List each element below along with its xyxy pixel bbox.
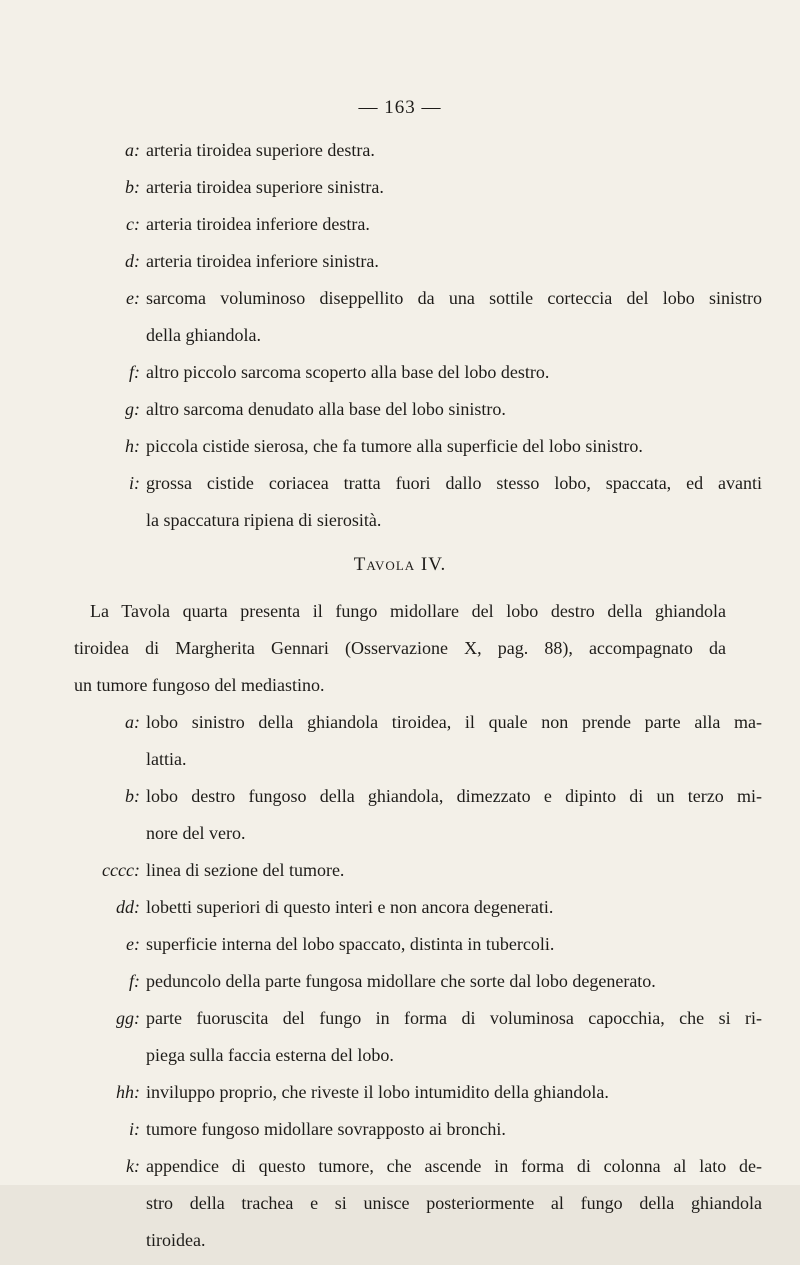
entry-text bbox=[146, 1006, 762, 1080]
entry-text bbox=[146, 969, 762, 1006]
legend-entry bbox=[40, 710, 760, 784]
legend-entry bbox=[40, 360, 760, 397]
legend-entry bbox=[40, 397, 760, 434]
entry-key: e: bbox=[126, 288, 140, 308]
legend-entry bbox=[40, 138, 760, 175]
entry-line: grossa cistide coriacea tratta fuori dallo stesso lobo, spaccata, ed avanti bbox=[146, 473, 762, 493]
entry-line: altro piccolo sarcoma scoperto alla base del lobo destro. bbox=[146, 362, 550, 382]
entry-text bbox=[146, 434, 762, 471]
entry-line: stro della trachea e si unisce posteriormente al fungo della ghiandola bbox=[146, 1193, 762, 1213]
entry-key: k: bbox=[126, 1156, 140, 1176]
entry-line: arteria tiroidea superiore destra. bbox=[146, 140, 375, 160]
entry-key: i: bbox=[129, 473, 140, 493]
entry-key: dd: bbox=[116, 897, 140, 917]
entry-line: appendice di questo tumore, che ascende in forma di colonna al lato de- bbox=[146, 1156, 762, 1176]
entry-text bbox=[146, 286, 762, 360]
entry-key: c: bbox=[126, 214, 140, 234]
entry-text bbox=[146, 138, 762, 175]
entry-text bbox=[146, 471, 762, 545]
entry-key: hh: bbox=[116, 1082, 140, 1102]
legend-entry bbox=[40, 286, 760, 360]
plate-heading bbox=[0, 553, 800, 577]
entry-line: linea di sezione del tumore. bbox=[146, 860, 345, 880]
legend-entry bbox=[40, 471, 760, 545]
entry-key: g: bbox=[125, 399, 140, 419]
entry-line: tumore fungoso midollare sovrapposto ai bronchi. bbox=[146, 1119, 506, 1139]
legend-entry bbox=[40, 175, 760, 212]
entry-text bbox=[146, 397, 762, 434]
legend-entry bbox=[40, 895, 760, 932]
entry-key: f: bbox=[129, 971, 140, 991]
plate-description bbox=[74, 599, 726, 710]
entry-text bbox=[146, 175, 762, 212]
legend-entry bbox=[40, 1117, 760, 1154]
entry-key: gg: bbox=[116, 1008, 140, 1028]
entry-key: cccc: bbox=[102, 860, 140, 880]
entry-line: nore del vero. bbox=[146, 823, 246, 843]
paragraph-line: tiroidea di Margherita Gennari (Osservazione X, pag. 88), accompagnato da bbox=[74, 638, 726, 658]
entry-key: a: bbox=[125, 140, 140, 160]
legend-entry bbox=[40, 1080, 760, 1117]
entry-line: della ghiandola. bbox=[146, 325, 261, 345]
entry-text bbox=[146, 710, 762, 784]
legend-entry bbox=[40, 858, 760, 895]
legend-entry bbox=[40, 969, 760, 1006]
entry-key: b: bbox=[125, 786, 140, 806]
heading-numeral: IV. bbox=[420, 554, 447, 575]
entry-line: peduncolo della parte fungosa midollare che sorte dal lobo degenerato. bbox=[146, 971, 656, 991]
entry-text bbox=[146, 784, 762, 858]
entry-line: inviluppo proprio, che riveste il lobo intumidito della ghiandola. bbox=[146, 1082, 609, 1102]
entry-text bbox=[146, 249, 762, 286]
entry-line: arteria tiroidea inferiore destra. bbox=[146, 214, 370, 234]
entry-key: i: bbox=[129, 1119, 140, 1139]
entry-text bbox=[146, 932, 762, 969]
entry-line: piega sulla faccia esterna del lobo. bbox=[146, 1045, 394, 1065]
entry-line: altro sarcoma denudato alla base del lobo sinistro. bbox=[146, 399, 506, 419]
entry-text bbox=[146, 858, 762, 895]
entry-line: parte fuoruscita del fungo in forma di voluminosa capocchia, che si ri- bbox=[146, 1008, 762, 1028]
entry-key: e: bbox=[126, 934, 140, 954]
entry-text bbox=[146, 360, 762, 397]
paragraph-line: un tumore fungoso del mediastino. bbox=[74, 675, 325, 695]
entry-text bbox=[146, 895, 762, 932]
entry-line: superficie interna del lobo spaccato, distinta in tubercoli. bbox=[146, 934, 555, 954]
entry-text bbox=[146, 1117, 762, 1154]
entry-key: h: bbox=[125, 436, 140, 456]
entry-line: lattia. bbox=[146, 749, 187, 769]
entry-line: arteria tiroidea superiore sinistra. bbox=[146, 177, 384, 197]
legend-entry bbox=[40, 1006, 760, 1080]
legend-entry bbox=[40, 1154, 760, 1265]
entry-text bbox=[146, 1154, 762, 1265]
entry-line: la spaccatura ripiena di sierosità. bbox=[146, 510, 382, 530]
legend-entry bbox=[40, 212, 760, 249]
entry-key: a: bbox=[125, 712, 140, 732]
legend-entry bbox=[40, 932, 760, 969]
entry-line: piccola cistide sierosa, che fa tumore alla superficie del lobo sinistro. bbox=[146, 436, 643, 456]
entry-line: sarcoma voluminoso diseppellito da una sottile corteccia del lobo sinistro bbox=[146, 288, 762, 308]
legend-entry bbox=[40, 434, 760, 471]
heading-word: Tavola bbox=[353, 554, 416, 575]
entry-line: lobo destro fungoso della ghiandola, dimezzato e dipinto di un terzo mi- bbox=[146, 786, 762, 806]
entry-text bbox=[146, 212, 762, 249]
entry-key: f: bbox=[129, 362, 140, 382]
entry-line: tiroidea. bbox=[146, 1230, 206, 1250]
entry-key: d: bbox=[125, 251, 140, 271]
entry-key: b: bbox=[125, 177, 140, 197]
entry-line: lobetti superiori di questo interi e non ancora degenerati. bbox=[146, 897, 554, 917]
legend-entry bbox=[40, 249, 760, 286]
page-number: — 163 — bbox=[358, 97, 442, 118]
legend-entry bbox=[40, 784, 760, 858]
entry-text bbox=[146, 1080, 762, 1117]
entry-line: arteria tiroidea inferiore sinistra. bbox=[146, 251, 379, 271]
entry-line: lobo sinistro della ghiandola tiroidea, il quale non prende parte alla ma- bbox=[146, 712, 762, 732]
paragraph-line: La Tavola quarta presenta il fungo midollare del lobo destro della ghiandola bbox=[90, 601, 726, 621]
